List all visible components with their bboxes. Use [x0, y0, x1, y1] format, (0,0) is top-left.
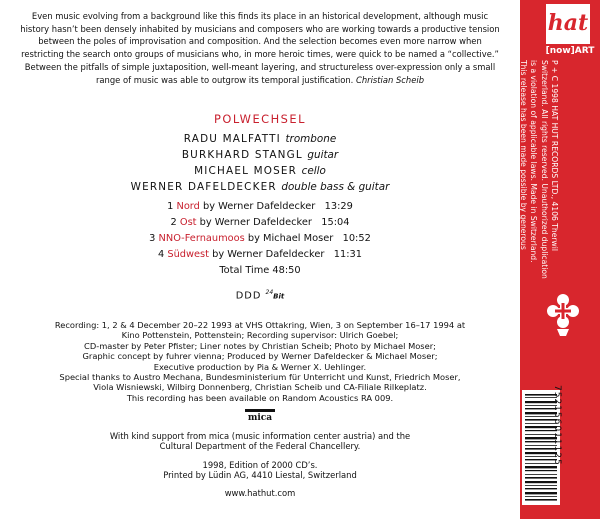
credits-line: CD-master by Peter Pfister; Liner notes by Christian Scheib; Photo by Michael Moser; — [84, 340, 436, 351]
track-composer: by Werner Dafeldecker — [199, 217, 312, 228]
track-3 — [0, 231, 520, 247]
mica-logo-bar — [245, 409, 275, 412]
bit-depth: 24 — [265, 289, 274, 296]
musician-instrument: cello — [301, 165, 326, 177]
musician-4 — [0, 179, 520, 195]
hat-logo: hat — [546, 4, 590, 44]
track-title: Ost — [179, 217, 197, 228]
band-title: POLWECHSEL — [214, 112, 306, 126]
musician-instrument: guitar — [307, 149, 339, 161]
credits-line: Special thanks to Austro Mechana, Bundesministerium für Unterricht und Kunst, Friedrich Moser, — [59, 372, 461, 383]
track-number: 3 — [149, 233, 156, 244]
website-link[interactable]: www.hathut.com — [224, 488, 296, 498]
musician-instrument: double bass & guitar — [281, 181, 390, 193]
musician-name: RADU MALFATTI — [183, 133, 281, 145]
edition-note — [0, 460, 520, 481]
legal-line: This release has been made possible by generous — [518, 60, 528, 250]
ddd-label: DDD — [235, 290, 262, 302]
track-time: 10:52 — [342, 233, 371, 244]
musician-3 — [0, 163, 520, 179]
edition-line: 1998, Edition of 2000 CD’s. — [202, 460, 318, 470]
swiss-emblem-icon — [543, 291, 583, 337]
credits-line: Viola Wisniewski, Wilbirg Donnenberg, Christian Scheib und CA-Filiale Rilkeplatz. — [93, 382, 427, 393]
track-4 — [0, 247, 520, 263]
track-2 — [0, 215, 520, 231]
musician-1 — [0, 131, 520, 147]
track-time: 15:04 — [321, 217, 350, 228]
track-composer: by Michael Moser — [247, 233, 334, 244]
bit-word: Bit — [273, 292, 285, 301]
intro-paragraph — [18, 10, 502, 86]
ddd-badge — [0, 289, 520, 301]
track-composer: by Werner Dafeldecker — [212, 249, 325, 260]
credits-line: This recording has been available on Random Acoustics RA 009. — [126, 392, 394, 403]
track-time: 13:29 — [324, 201, 353, 212]
support-line: Cultural Department of the Federal Chancellery. — [159, 441, 361, 452]
track-time: 11:31 — [333, 249, 362, 260]
credits-block — [18, 320, 502, 403]
mica-logo-text: mica — [247, 413, 273, 423]
credits-line: Executive production by Pia & Werner X. Uehlinger. — [153, 361, 367, 372]
musician-name: WERNER DAFELDECKER — [130, 181, 277, 193]
musician-instrument: trombone — [285, 133, 337, 145]
track-composer: by Werner Dafeldecker — [203, 201, 316, 212]
track-1 — [0, 199, 520, 215]
barcode-number: 752156011125 — [552, 385, 562, 466]
support-line: With kind support from mica (music information center austria) and the — [109, 431, 411, 441]
now-art-label: [now]ART — [545, 46, 595, 56]
musician-name: MICHAEL MOSER — [194, 165, 298, 177]
track-title: Nord — [176, 201, 200, 212]
track-number: 1 — [167, 201, 174, 212]
intro-text: Even music evolving from a background like this finds its place in an historical development, although music history hasn’t been densely inhabited by musicians and composers who are working towards a productive tension between the poles of improvisation and composition. And the selection becomes even more narrow when restricting the search onto groups of musicians who, in more heroic times, were quick to be named a “collective.” Between the pitfalls of simple juxtaposition, well-meant layering, and structureless over-expression only a small range of music was able to outgrow its temporal justification. — [20, 11, 500, 85]
legal-line: Switzerland. All rights reserved. Unauthorized duplication — [539, 60, 549, 279]
support-note — [0, 431, 520, 452]
legal-line: P + C 1998 HAT HUT RECORDS LTD., 4106 Therwil — [550, 60, 559, 251]
musician-2 — [0, 147, 520, 163]
credits-line: Kino Pottenstein, Pottenstein; Recording supervisor: Ulrich Goebel; — [121, 330, 399, 341]
track-number: 2 — [170, 217, 177, 228]
track-title: Südwest — [167, 249, 210, 260]
legal-line: financial assistance of SWISS BANK CORPORATION — [508, 60, 518, 252]
legal-line: is a violation of applicable laws. Made in Switzerland. — [529, 60, 539, 263]
track-title: NNO-Fernaumoos — [158, 233, 245, 244]
intro-author: Christian Scheib — [355, 74, 425, 85]
musician-name: BURKHARD STANGL — [181, 149, 303, 161]
mica-logo — [244, 409, 276, 423]
track-number: 4 — [158, 249, 165, 260]
credits-line: Graphic concept by fuhrer vienna; Produced by Werner Dafeldecker & Michael Moser; — [82, 351, 438, 362]
credits-line: Recording: 1, 2 & 4 December 20–22 1993 at VHS Ottakring, Wien, 3 on September 16–17 1994 at — [54, 320, 466, 330]
total-time: Total Time 48:50 — [219, 265, 301, 276]
edition-line: Printed by Lüdin AG, 4410 Liestal, Switzerland — [163, 470, 357, 481]
